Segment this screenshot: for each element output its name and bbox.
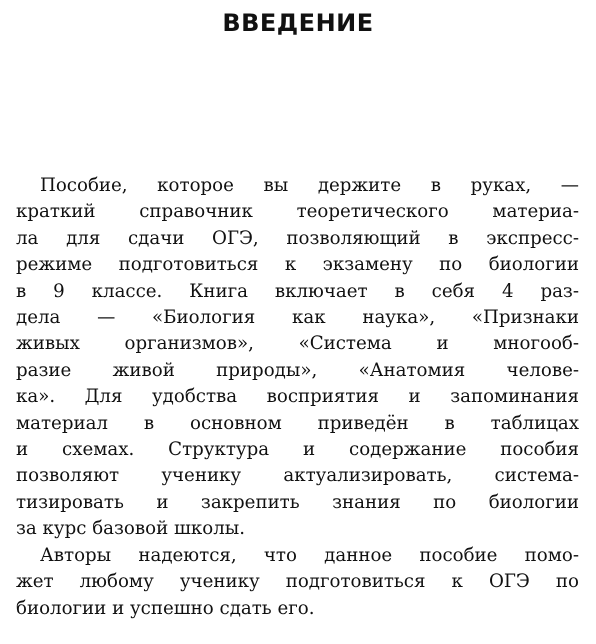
text-line: биологии и успешно сдать его. (16, 597, 315, 619)
text-line: разие живой природы», «Анатомия челове- (16, 359, 579, 381)
text-line: живых организмов», «Система и многооб- (16, 333, 579, 355)
text-line: позволяют ученику актуализировать, система- (16, 465, 579, 487)
text-line: и схемах. Структура и содержание пособия (16, 439, 579, 461)
text-line: режиме подготовиться к экзамену по биологии (16, 254, 579, 276)
text-line: материал в основном приведён в таблицах (16, 412, 579, 434)
text-line: дела — «Биология как наука», «Признаки (16, 307, 579, 329)
text-line: за курс базовой школы. (16, 518, 246, 540)
text-line: жет любому ученику подготовиться к ОГЭ по (16, 571, 579, 593)
text-line: ла для сдачи ОГЭ, позволяющий в экспресс- (16, 227, 579, 249)
introduction-text (16, 173, 579, 622)
text-line: Пособие, которое вы держите в руках, — (40, 175, 579, 196)
text-line: тизировать и закрепить знания по биологии (16, 491, 579, 513)
paragraph-1 (16, 173, 579, 543)
text-line: ка». Для удобства восприятия и запоминания (16, 386, 579, 408)
chapter-heading: ВВЕДЕНИЕ (222, 9, 374, 37)
text-line: в 9 классе. Книга включает в себя 4 раз- (16, 280, 579, 302)
text-line: краткий справочник теоретического материа- (16, 201, 579, 223)
text-line: Авторы надеются, что данное пособие помо- (40, 544, 579, 566)
paragraph-2 (16, 543, 579, 622)
